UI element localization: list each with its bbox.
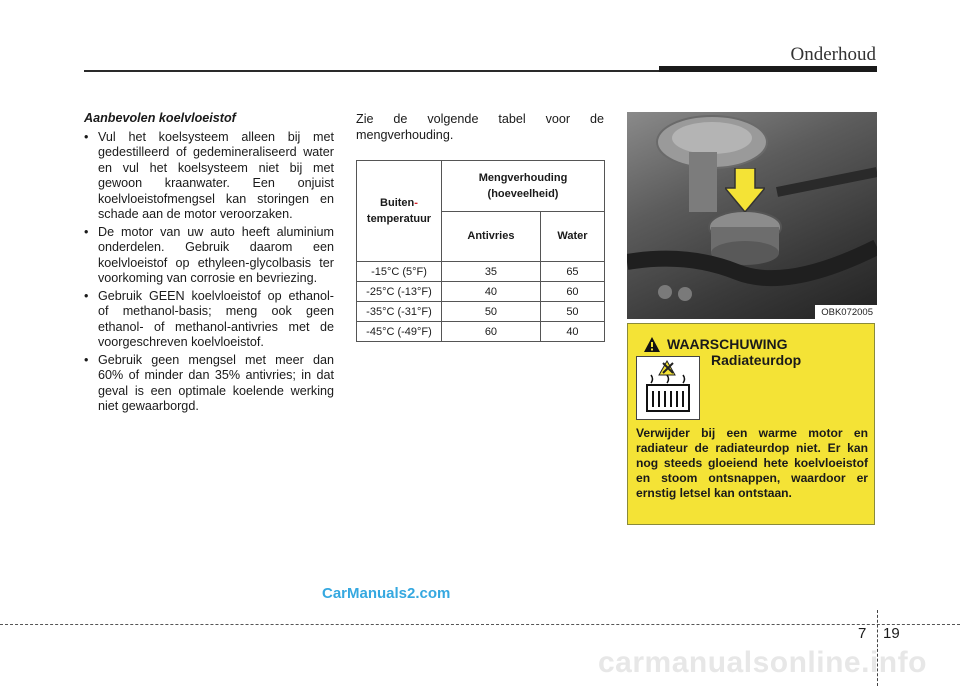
cell-temperature: -35°C (-31°F): [357, 302, 442, 322]
header-antifreeze: Antivries: [442, 211, 541, 262]
cell-antifreeze: 60: [442, 322, 541, 342]
table-row: [357, 282, 605, 302]
engine-bay-illustration: [627, 112, 877, 319]
header-title: Onderhoud: [790, 44, 876, 65]
cell-antifreeze: 50: [442, 302, 541, 322]
section-heading: Aanbevolen koelvloeistof: [84, 111, 236, 125]
header-outside-temperature: Buiten- temperatuur: [357, 161, 442, 262]
cell-water: 60: [540, 282, 604, 302]
table-row: [357, 302, 605, 322]
down-arrow-icon: [725, 168, 765, 212]
warning-heading: [644, 336, 788, 352]
warning-triangle-icon: [644, 337, 660, 352]
cell-temperature: -15°C (5°F): [357, 262, 442, 282]
watermark-text: CarManuals2.com: [322, 585, 451, 602]
footer-divider: [0, 624, 960, 625]
bullet-item: • Gebruik geen mengsel met meer dan 60% of minder dan 35% antivries; in dat geval is een optimale koelende werking niet gewaarborgd.: [84, 353, 334, 415]
table-row: [357, 262, 605, 282]
cell-antifreeze: 35: [442, 262, 541, 282]
page-number: 19: [883, 625, 900, 642]
site-watermark: carmanualsonline.info: [598, 646, 927, 679]
table-intro: Zie de volgende tabel voor de mengverhouding.: [356, 112, 604, 142]
cell-antifreeze: 40: [442, 282, 541, 302]
header-rule: [84, 70, 660, 72]
chapter-number: 7: [858, 625, 867, 642]
photo-caption: OBK072005: [815, 305, 877, 319]
warning-subtitle: Radiateurdop: [711, 352, 802, 368]
warning-text: Verwijder bij een warme motor en radiateur de radiateurdop niet. Er kan nog steeds gloeiend hete koelvloeistof en stoom ontsnappen, waardoor er ernstig letsel kan ontstaan.: [636, 426, 868, 500]
header-water: Water: [540, 211, 604, 262]
cell-temperature: -45°C (-49°F): [357, 322, 442, 342]
cell-water: 40: [540, 322, 604, 342]
radiator-cap-photo: [627, 112, 877, 319]
header-rule-accent: [659, 66, 877, 72]
coolant-section: [84, 111, 334, 417]
bullet-list: [84, 130, 334, 415]
bullet-item: • De motor van uw auto heeft aluminium onderdelen. Gebruik daarom een koelvloeistof op ethyleen-glycolbasis ter voorkoming van corrosie en bevriezing.: [84, 225, 334, 287]
bullet-item: • Gebruik GEEN koelvloeistof op ethanol- of methanol-basis; meng ook geen ethanol- of methanol-antivries met de voorgeschreven koelvloeistof.: [84, 289, 334, 351]
warning-box: [627, 323, 875, 525]
table-row: [357, 322, 605, 342]
cell-water: 65: [540, 262, 604, 282]
hot-radiator-icon: [636, 356, 700, 420]
mixture-table: [356, 160, 605, 342]
header-mixture-ratio: Mengverhouding (hoeveelheid): [442, 161, 605, 212]
warning-title: WAARSCHUWING: [667, 336, 788, 352]
bullet-item: • Vul het koelsysteem alleen bij met gedestilleerd of gedemineraliseerd water en vul het koelsysteem niet bij met gewoon kraanwater. Een onjuist koelvloeistofmengsel kan storingen en schade aan de motor veroorzaken.: [84, 130, 334, 223]
cell-temperature: -25°C (-13°F): [357, 282, 442, 302]
cell-water: 50: [540, 302, 604, 322]
